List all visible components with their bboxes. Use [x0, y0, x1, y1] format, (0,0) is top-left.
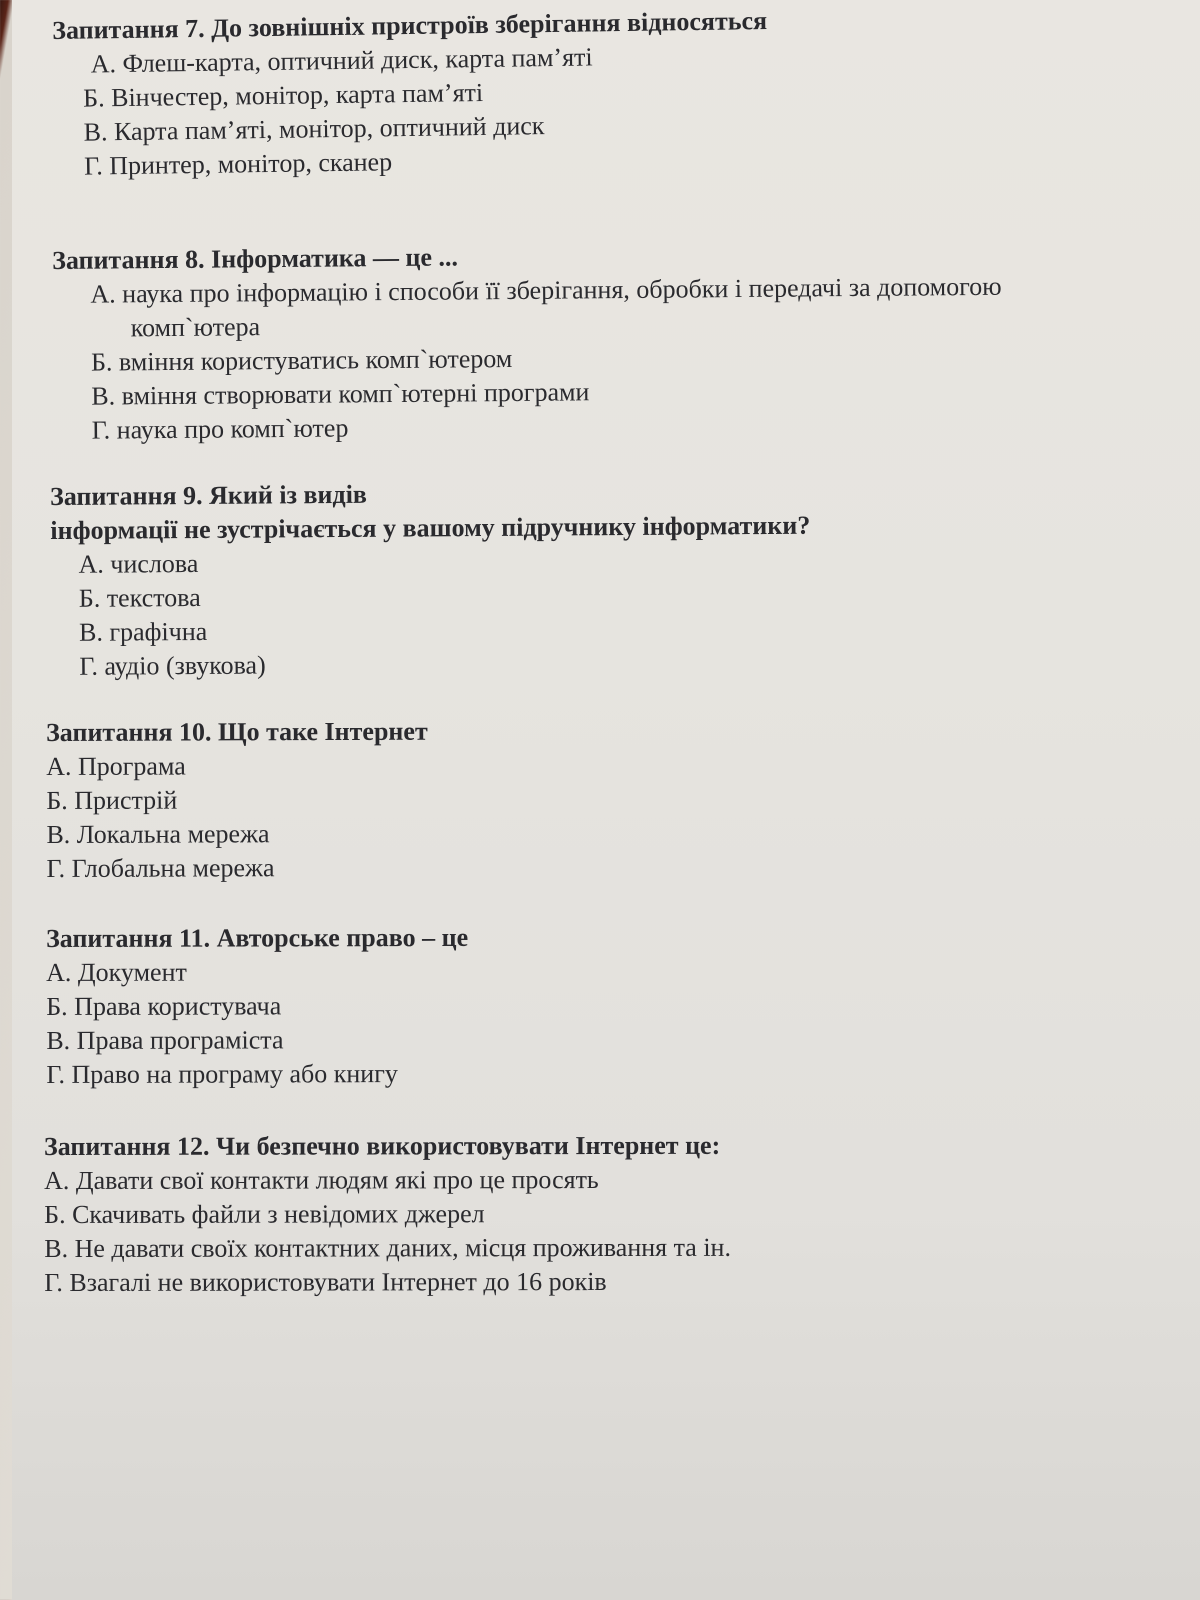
option-a: А. числова — [78, 548, 199, 579]
option-b: Б. текстова — [78, 582, 201, 613]
option-d: Г. Принтер, монітор, сканер — [83, 147, 393, 181]
option-d: Г. Право на програму або книгу — [46, 1059, 398, 1089]
option-a: А. Флеш-карта, оптичний диск, карта пам’яті — [90, 42, 593, 79]
question-title: Запитання 8. Інформатика — це ... — [52, 242, 459, 275]
question-title: Запитання 12. Чи безпечно використовувати Інтернет це: — [44, 1130, 721, 1161]
question-title: Запитання 7. До зовнішніх пристроїв зберігання відносяться — [52, 6, 768, 45]
option-a — [52, 268, 1200, 346]
question-8 — [52, 234, 1200, 448]
option-c: В. Права програміста — [46, 1025, 284, 1055]
option-c: В. графічна — [78, 616, 208, 647]
option-d: Г. Глобальна мережа — [46, 853, 275, 883]
quiz-sheet — [12, 0, 1200, 1600]
option-a: А. Програма — [46, 751, 186, 781]
option-c: В. вміння створювати комп`ютерні програми — [91, 377, 590, 411]
option-d: Г. аудіо (звукова) — [79, 650, 266, 681]
option-c: В. Не давати своїх контактних даних, місця проживання та ін. — [44, 1232, 731, 1263]
option-c: В. Карта пам’яті, монітор, оптичний диск — [83, 111, 545, 147]
option-b: Б. Права користувача — [46, 991, 282, 1021]
option-b: Б. Вінчестер, монітор, карта пам’яті — [82, 77, 484, 113]
question-title: Запитання 10. Що таке Інтернет — [46, 716, 428, 747]
option-a-continuation: комп`ютера — [130, 312, 261, 343]
option-a: А. Давати свої контакти людям які про це просять — [44, 1165, 599, 1195]
option-d: Г. наука про комп`ютер — [91, 413, 349, 445]
question-title-line-1: Запитання 9. Який із видів — [50, 479, 368, 511]
question-title: Запитання 11. Авторське право – це — [46, 922, 469, 953]
question-11 — [46, 919, 1196, 1092]
question-9 — [50, 472, 1200, 684]
question-7 — [52, 0, 1200, 184]
option-b: Б. Скачивать файли з невідомих джерел — [44, 1199, 485, 1229]
option-b: Б. вміння користуватись комп`ютером — [90, 343, 513, 377]
option-c: В. Локальна мережа — [46, 819, 270, 849]
option-a-text: А. наука про інформацію і способи її зберігання, обробки і передачі за допомогою — [90, 271, 1002, 309]
option-d: Г. Взагалі не використовувати Інтернет до 16 років — [44, 1267, 607, 1297]
option-a: А. Документ — [46, 957, 187, 987]
option-b: Б. Пристрій — [46, 785, 178, 815]
question-12 — [44, 1128, 1194, 1300]
question-title-line-2: інформації не зустрічається у вашому підручнику інформатики? — [50, 510, 811, 545]
question-10 — [46, 712, 1197, 886]
